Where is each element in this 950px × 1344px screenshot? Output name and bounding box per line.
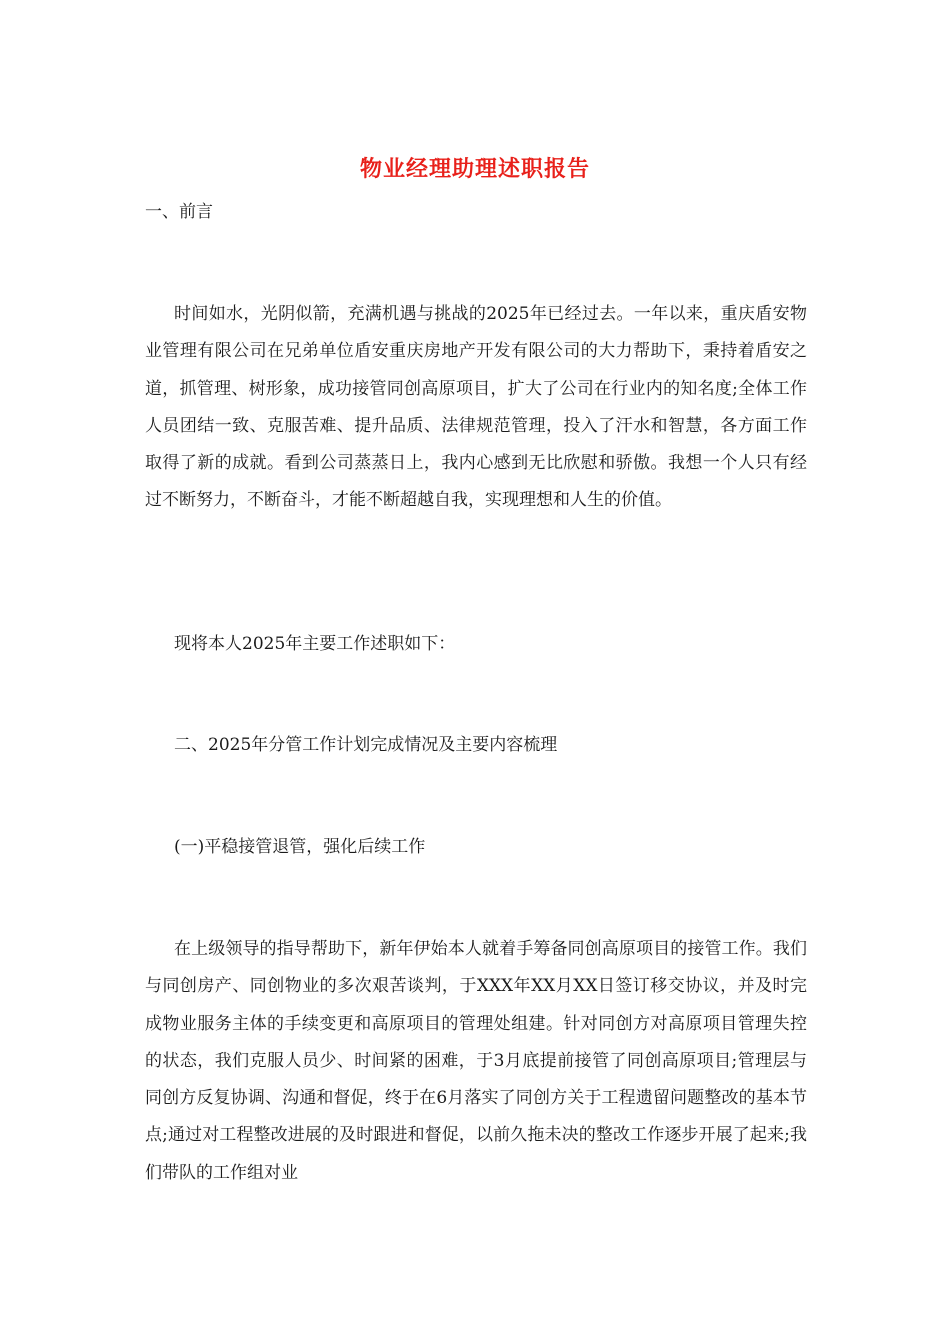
body-paragraph: 在上级领导的指导帮助下，新年伊始本人就着手筹备同创高原项目的接管工作。我们与同创房产、同创物业的多次艰苦谈判，于XXX年XX月XX日签订移交协议，并及时完成物业服务主体的手续变更和高原项目的管理处组建。针对同创方对高原项目管理失控的状态，我们克服人员少、时间紧的困难，于3月底提前接管了同创高原项目;管理层与同创方反复协调、沟通和督促，终于在6月落实了同创方关于工程遗留问题整改的基本节点;通过对工程整改进展的及时跟进和督促，以前久拖未决的整改工作逐步开展了起来;我们带队的工作组对业 xyxy=(145,939,807,1183)
body-paragraph: 现将本人2025年主要工作述职如下： xyxy=(174,634,456,654)
section-heading-plan-review: 二、2025年分管工作计划完成情况及主要内容梳理 xyxy=(174,735,558,755)
body-paragraph: 时间如水，光阴似箭，充满机遇与挑战的2025年已经过去。一年以来，重庆盾安物业管理有限公司在兄弟单位盾安重庆房地产开发有限公司的大力帮助下，秉持着盾安之道，抓管理、树形象，成功接管同创高原项目，扩大了公司在行业内的知名度;全体工作人员团结一致、克服苦难、提升品质、法律规范管理，投入了汗水和智慧，各方面工作取得了新的成就。看到公司蒸蒸日上，我内心感到无比欣慰和骄傲。我想一个人只有经过不断努力，不断奋斗，才能不断超越自我，实现理想和人生的价值。 xyxy=(145,304,807,511)
section-heading-preface: 一、前言 xyxy=(145,202,213,222)
page-title: 物业经理助理述职报告 xyxy=(359,156,590,182)
subsection-heading-takeover: (一)平稳接管退管，强化后续工作 xyxy=(174,837,426,857)
